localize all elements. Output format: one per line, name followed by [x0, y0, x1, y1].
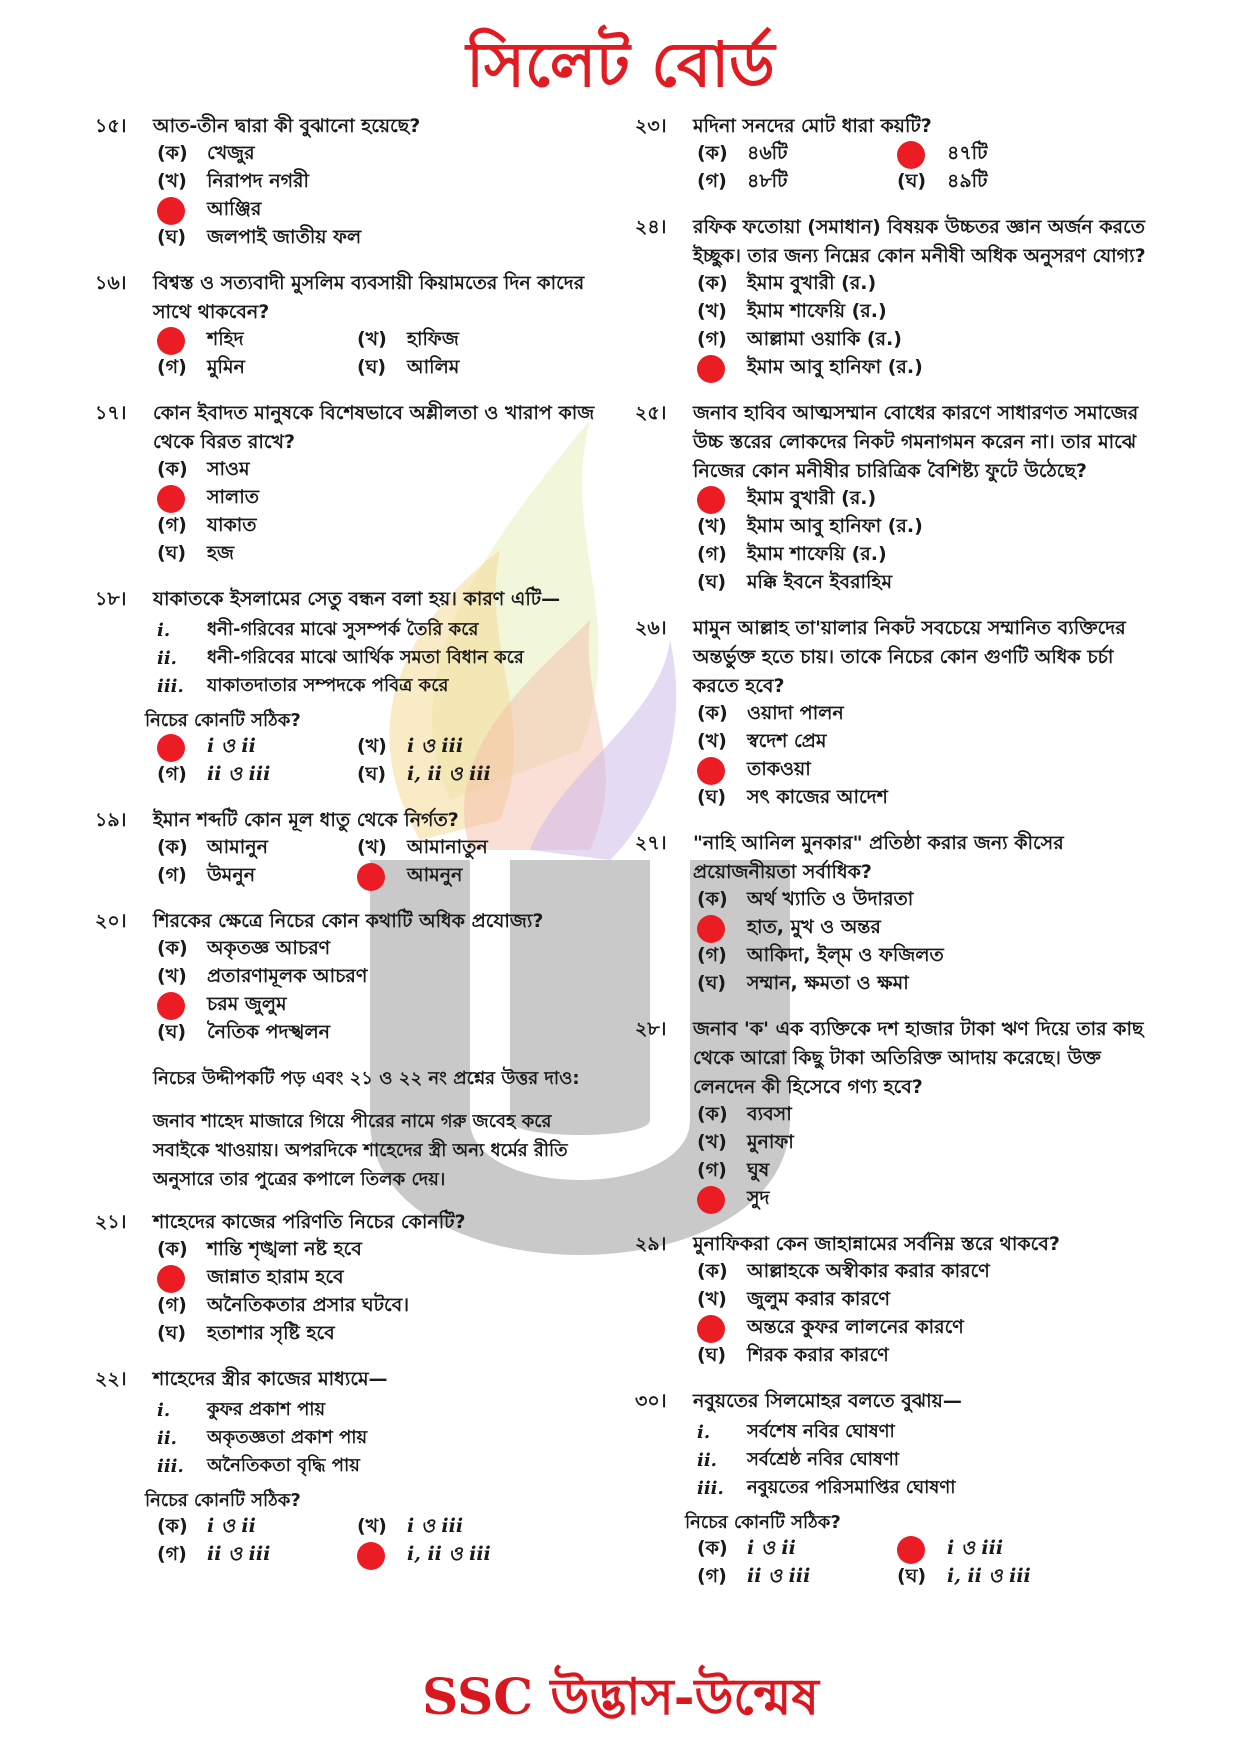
answer-mark-icon: [157, 485, 185, 513]
question-number: ১৬।: [95, 272, 127, 294]
option-gha: (ঘ) নৈতিক পদস্খলন: [157, 1021, 330, 1043]
question-19: [95, 806, 595, 891]
statement-iii: iii. নবুয়তের পরিসমাপ্তির ঘোষণা: [697, 1476, 956, 1499]
option-kha: (খ) i ও iii: [357, 735, 464, 757]
question-text: মদিনা সনদের মোট ধারা কয়টি?: [693, 115, 932, 137]
statement-ii: ii. ধনী-গরিবের মাঝে আর্থিক সমতা বিধান করে: [157, 646, 524, 669]
question-29: [635, 1230, 1155, 1371]
option-gha: (ঘ) হজ: [157, 542, 234, 564]
option-ga: (গ) ৪৮টি: [697, 170, 788, 192]
answer-mark-icon: [697, 757, 725, 785]
option-gha: (ঘ) মক্কি ইবনে ইবরাহিম: [697, 571, 893, 593]
option-gha: (ঘ) হতাশার সৃষ্টি হবে: [157, 1322, 335, 1344]
question-text: শিরকের ক্ষেত্রে নিচের কোন কথাটি অধিক প্রযোজ্য?: [153, 910, 544, 932]
answer-mark-icon: [157, 1265, 185, 1293]
statement-iii: iii. যাকাতদাতার সম্পদকে পবিত্র করে: [157, 674, 449, 697]
option-ga: (গ) ii ও iii: [697, 1565, 811, 1587]
option-ka: (ক) ইমাম বুখারী (র.): [697, 272, 877, 294]
option-ka: (ক) অর্থ খ্যাতি ও উদারতা: [697, 888, 914, 910]
question-number: ২৮।: [635, 1018, 667, 1040]
answer-mark-icon: [897, 1536, 925, 1564]
statement-i: i. ধনী-গরিবের মাঝে সুসম্পর্ক তৈরি করে: [157, 618, 479, 641]
statement-i: i. কুফর প্রকাশ পায়: [157, 1398, 326, 1421]
question-text: ইমান শব্দটি কোন মূল ধাতু থেকে নির্গত?: [153, 809, 459, 831]
answer-mark-icon: [157, 992, 185, 1020]
option-gha-answer: ইমাম আবু হানিফা (র.): [697, 355, 1155, 383]
question-30: [635, 1387, 1155, 1592]
option-kha-answer: i ও iii: [897, 1536, 1117, 1564]
question-text: জনাব হাবিব আত্মসম্মান বোধের কারণে সাধারণত সমাজের উচ্চ স্তরের লোকদের নিকট গমনাগমন করেন না। তার মাঝে নিজের কোন মনীষীর চারিত্রিক বৈশিষ্ট্য ফুটে উঠেছে?: [693, 402, 1139, 482]
option-ga: (গ) অনৈতিকতার প্রসার ঘটবে।: [157, 1294, 409, 1316]
question-number: ২৫।: [635, 402, 667, 424]
option-gha-answer: i, ii ও iii: [357, 1542, 577, 1570]
question-number: ১৭।: [95, 402, 127, 424]
question-number: ২৯।: [635, 1233, 667, 1255]
option-ga: (গ) মুমিন: [157, 356, 245, 378]
option-ka: (ক) আমানুন: [157, 836, 268, 858]
question-number: ১৯।: [95, 809, 127, 831]
stimulus-text: জনাব শাহেদ মাজারে গিয়ে পীরের নামে গরু জবেহ করে সবাইকে খাওয়ায়। অপরদিকে শাহেদের স্ত্রী অন্য ধর্মের রীতি অনুসারে তার পুত্রের কপালে তিলক দেয়।: [153, 1111, 568, 1190]
answer-mark-icon: [697, 1315, 725, 1343]
question-text: "নাহি আনিল মুনকার" প্রতিষ্ঠা করার জন্য কীসের প্রয়োজনীয়তা সর্বাধিক?: [693, 832, 1064, 883]
option-gha: (ঘ) জলপাই জাতীয় ফল: [157, 226, 362, 248]
question-number: ১৫।: [95, 115, 127, 137]
answer-mark-icon: [357, 863, 385, 891]
option-ga-answer: অন্তরে কুফর লালনের কারণে: [697, 1315, 1155, 1343]
option-gha: (ঘ) সম্মান, ক্ষমতা ও ক্ষমা: [697, 972, 909, 994]
question-17: [95, 399, 595, 569]
option-gha: (ঘ) i, ii ও iii: [357, 763, 491, 785]
question-number: ২৪।: [635, 216, 667, 238]
answer-mark-icon: [697, 1186, 725, 1214]
question-text: আত-তীন দ্বারা কী বুঝানো হয়েছে?: [153, 115, 421, 137]
question-number: ২১।: [95, 1211, 127, 1233]
option-gha-answer: আমনুন: [357, 863, 577, 891]
option-kha: (খ) মুনাফা: [697, 1131, 794, 1153]
question-22: [95, 1365, 595, 1570]
option-gha: (ঘ) i, ii ও iii: [897, 1565, 1031, 1587]
question-text: শাহেদের কাজের পরিণতি নিচের কোনটি?: [153, 1211, 466, 1233]
question-text: জনাব 'ক' এক ব্যক্তিকে দশ হাজার টাকা ঋণ দিয়ে তার কাছ থেকে আরো কিছু টাকা অতিরিক্ত আদায় করেছে। উক্ত লেনদেন কী হিসেবে গণ্য হবে?: [693, 1018, 1144, 1098]
option-kha: (খ) নিরাপদ নগরী: [157, 170, 309, 192]
which-correct: নিচের কোনটি সঠিক?: [145, 710, 301, 731]
option-kha: (খ) ইমাম আবু হানিফা (র.): [697, 515, 923, 537]
question-27: [635, 829, 1155, 999]
answer-mark-icon: [157, 327, 185, 355]
option-ga: (গ) ঘুষ: [697, 1159, 770, 1181]
page-title: সিলেট বোর্ড: [466, 28, 775, 101]
option-kha: (খ) ইমাম শাফেয়ি (র.): [697, 300, 887, 322]
option-gha: (ঘ) ৪৯টি: [897, 170, 988, 192]
question-number: ২৩।: [635, 115, 667, 137]
answer-mark-icon: [697, 915, 725, 943]
question-text: বিশ্বস্ত ও সত্যবাদী মুসলিম ব্যবসায়ী কিয়ামতের দিন কাদের সাথে থাকবেন?: [153, 272, 585, 323]
option-ga: (গ) আকিদা, ইল্‌ম ও ফজিলত: [697, 944, 944, 966]
option-ga: (গ) যাকাত: [157, 514, 257, 536]
option-ka-answer: ইমাম বুখারী (র.): [697, 486, 1155, 514]
option-ga-answer: তাকওয়া: [697, 757, 1155, 785]
option-ga-answer: চরম জুলুম: [157, 992, 595, 1020]
question-15: [95, 112, 595, 253]
statement-ii: ii. অকৃতজ্ঞতা প্রকাশ পায়: [157, 1426, 368, 1449]
statement-iii: iii. অনৈতিকতা বৃদ্ধি পায়: [157, 1454, 360, 1477]
question-text: মামুন আল্লাহ তা'য়ালার নিকট সবচেয়ে সম্মানিত ব্যক্তিদের অন্তর্ভুক্ত হতে চায়। তাকে নিচের কোন গুণটি অধিক চর্চা করতে হবে?: [693, 617, 1126, 697]
which-correct: নিচের কোনটি সঠিক?: [685, 1512, 841, 1533]
question-25: [635, 399, 1155, 598]
option-ka: (ক) ৪৬টি: [697, 142, 788, 164]
option-ka: (ক) ওয়াদা পালন: [697, 702, 844, 724]
footer-brand: SSC উদ্ভাস-উন্মেষ: [422, 1667, 819, 1726]
question-18: [95, 585, 595, 790]
question-28: [635, 1015, 1155, 1214]
option-ka-answer: শহিদ: [157, 327, 357, 355]
option-kha: (খ) প্রতারণামূলক আচরণ: [157, 965, 368, 987]
option-gha: (ঘ) সৎ কাজের আদেশ: [697, 786, 888, 808]
option-ga: (গ) ii ও iii: [157, 763, 271, 785]
question-text: নবুয়তের সিলমোহর বলতে বুঝায়—: [693, 1390, 962, 1412]
option-ka: (ক) সাওম: [157, 458, 250, 480]
question-text: রফিক ফতোয়া (সমাধান) বিষয়ক উচ্চতর জ্ঞান অর্জন করতে ইচ্ছুক। তার জন্য নিম্নের কোন মনীষী অধিক অনুসরণ যোগ্য?: [693, 216, 1146, 267]
option-kha: (খ) আমানাতুন: [357, 836, 488, 858]
question-24: [635, 213, 1155, 383]
question-number: ২৬।: [635, 617, 667, 639]
option-ka: (ক) খেজুর: [157, 142, 255, 164]
option-ga-answer: আঞ্জির: [157, 197, 595, 225]
option-kha-answer: ৪৭টি: [897, 141, 1117, 169]
answer-mark-icon: [697, 355, 725, 383]
option-ka: (ক) শান্তি শৃঙ্খলা নষ্ট হবে: [157, 1238, 362, 1260]
option-ka: (ক) i ও ii: [157, 1515, 256, 1537]
option-ga: (গ) ii ও iii: [157, 1543, 271, 1565]
option-gha: (ঘ) শিরক করার কারণে: [697, 1344, 889, 1366]
option-ga: (গ) উমনুন: [157, 864, 256, 886]
statement-ii: ii. সর্বশ্রেষ্ঠ নবির ঘোষণা: [697, 1448, 899, 1471]
statement-i: i. সর্বশেষ নবির ঘোষণা: [697, 1420, 895, 1443]
right-column: [635, 112, 1155, 1608]
option-ka: (ক) i ও ii: [697, 1537, 796, 1559]
question-number: ৩০।: [635, 1390, 667, 1412]
option-ka-answer: i ও ii: [157, 734, 357, 762]
question-text: শাহেদের স্ত্রীর কাজের মাধ্যমে—: [153, 1368, 388, 1390]
question-23: [635, 112, 1155, 197]
option-kha: (খ) হাফিজ: [357, 328, 459, 350]
option-kha-answer: জান্নাত হারাম হবে: [157, 1265, 595, 1293]
question-21: [95, 1208, 595, 1349]
option-ka: (ক) আল্লাহকে অস্বীকার করার কারণে: [697, 1260, 990, 1282]
question-26: [635, 614, 1155, 813]
answer-mark-icon: [157, 197, 185, 225]
question-16: [95, 269, 595, 383]
option-gha-answer: সুদ: [697, 1186, 1155, 1214]
option-kha-answer: হাত, মুখ ও অন্তর: [697, 915, 1155, 943]
left-column: [95, 112, 595, 1586]
answer-mark-icon: [897, 141, 925, 169]
option-kha: (খ) i ও iii: [357, 1515, 464, 1537]
option-ka: (ক) ব্যবসা: [697, 1103, 792, 1125]
answer-mark-icon: [697, 486, 725, 514]
answer-mark-icon: [157, 734, 185, 762]
question-text: যাকাতকে ইসলামের সেতু বন্ধন বলা হয়। কারণ এটি—: [153, 588, 561, 610]
answer-mark-icon: [357, 1542, 385, 1570]
question-number: ১৮।: [95, 588, 127, 610]
question-number: ২২।: [95, 1368, 127, 1390]
question-number: ২৭।: [635, 832, 667, 854]
option-ka: (ক) অকৃতজ্ঞ আচরণ: [157, 937, 331, 959]
instruction-text: নিচের উদ্দীপকটি পড় এবং ২১ ও ২২ নং প্রশ্নের উত্তর দাও:: [153, 1068, 580, 1089]
option-kha: (খ) স্বদেশ প্রেম: [697, 730, 827, 752]
option-ga: (গ) আল্লামা ওয়াকি (র.): [697, 328, 902, 350]
question-text: কোন ইবাদত মানুষকে বিশেষভাবে অশ্লীলতা ও খারাপ কাজ থেকে বিরত রাখে?: [153, 402, 595, 453]
option-kha: (খ) জুলুম করার কারণে: [697, 1288, 891, 1310]
question-20: [95, 907, 595, 1048]
option-ga: (গ) ইমাম শাফেয়ি (র.): [697, 543, 887, 565]
option-kha-answer: সালাত: [157, 485, 595, 513]
option-gha: (ঘ) আলিম: [357, 356, 460, 378]
question-text: মুনাফিকরা কেন জাহান্নামের সর্বনিম্ন স্তরে থাকবে?: [693, 1233, 1060, 1255]
question-number: ২০।: [95, 910, 127, 932]
which-correct: নিচের কোনটি সঠিক?: [145, 1490, 301, 1511]
